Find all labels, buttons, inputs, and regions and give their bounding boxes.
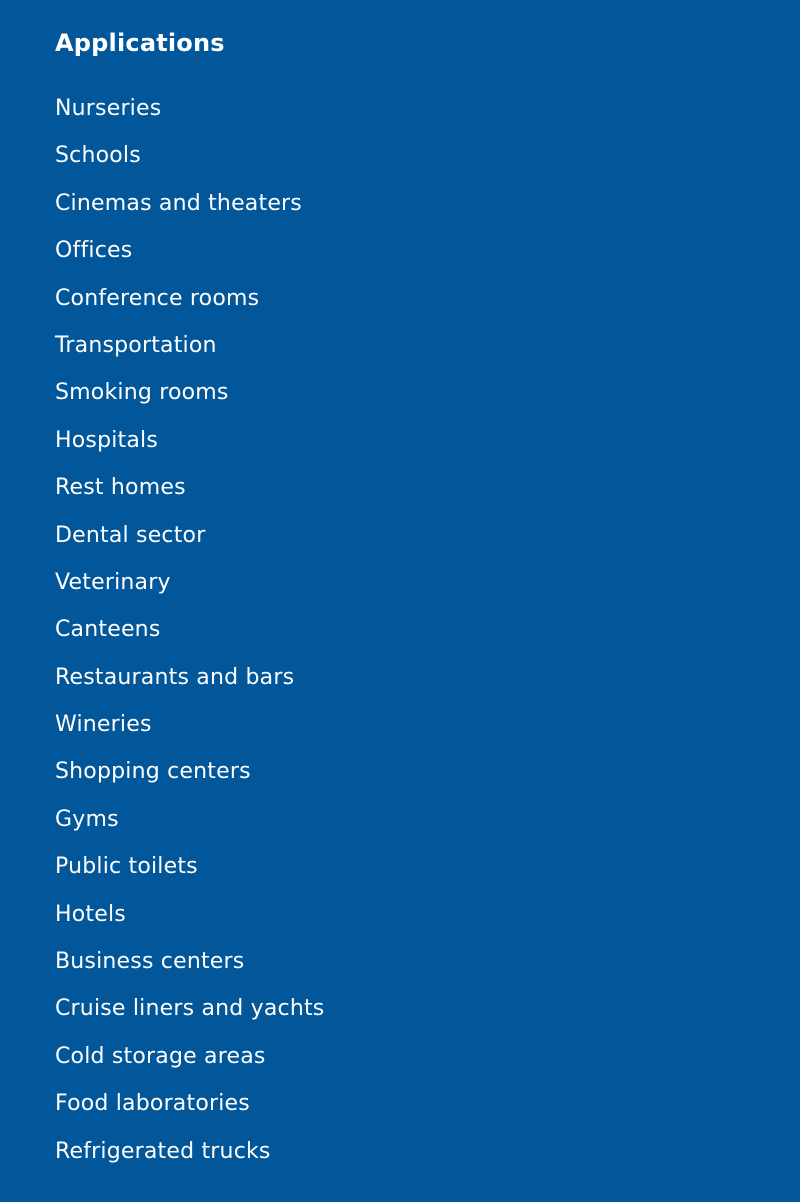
application-link[interactable]: Rest homes (55, 475, 186, 501)
application-link[interactable]: Public toilets (55, 854, 198, 880)
application-link[interactable]: Hospitals (55, 427, 159, 453)
list-item (55, 97, 800, 144)
application-link[interactable]: Cinemas and theaters (55, 190, 302, 216)
application-link[interactable]: Dental sector (55, 522, 206, 548)
application-link[interactable]: Transportation (55, 332, 217, 358)
list-item (55, 666, 800, 713)
list-item (55, 855, 800, 902)
list-item (55, 1092, 800, 1139)
list-item (55, 144, 800, 191)
application-link[interactable]: Veterinary (55, 569, 171, 595)
application-link[interactable]: Hotels (55, 901, 126, 927)
list-item (55, 334, 800, 381)
application-link[interactable]: Restaurants and bars (55, 664, 295, 690)
application-link[interactable]: Smoking rooms (55, 380, 229, 406)
application-link[interactable]: Wineries (55, 712, 152, 738)
application-link[interactable]: Cold storage areas (55, 1043, 266, 1069)
list-item (55, 713, 800, 760)
list-item (55, 192, 800, 239)
applications-list (55, 97, 800, 1187)
list-item (55, 997, 800, 1044)
application-link[interactable]: Conference rooms (55, 285, 260, 311)
list-item (55, 476, 800, 523)
list-item (55, 618, 800, 665)
list-item (55, 1140, 800, 1187)
application-link[interactable]: Refrigerated trucks (55, 1138, 271, 1164)
list-item (55, 760, 800, 807)
list-item (55, 1045, 800, 1092)
application-link[interactable]: Offices (55, 238, 133, 264)
application-link[interactable]: Business centers (55, 949, 245, 975)
application-link[interactable]: Canteens (55, 617, 161, 643)
list-item (55, 239, 800, 286)
application-link[interactable]: Gyms (55, 806, 119, 832)
list-item (55, 903, 800, 950)
application-link[interactable]: Cruise liners and yachts (55, 996, 325, 1022)
list-item (55, 429, 800, 476)
list-item (55, 571, 800, 618)
list-item (55, 808, 800, 855)
application-link[interactable]: Nurseries (55, 96, 162, 121)
list-item (55, 524, 800, 571)
list-item (55, 950, 800, 997)
application-link[interactable]: Schools (55, 143, 141, 169)
application-link[interactable]: Food laboratories (55, 1091, 250, 1117)
list-item (55, 287, 800, 334)
list-item (55, 381, 800, 428)
section-title: Applications (55, 29, 225, 57)
application-link[interactable]: Shopping centers (55, 759, 251, 785)
